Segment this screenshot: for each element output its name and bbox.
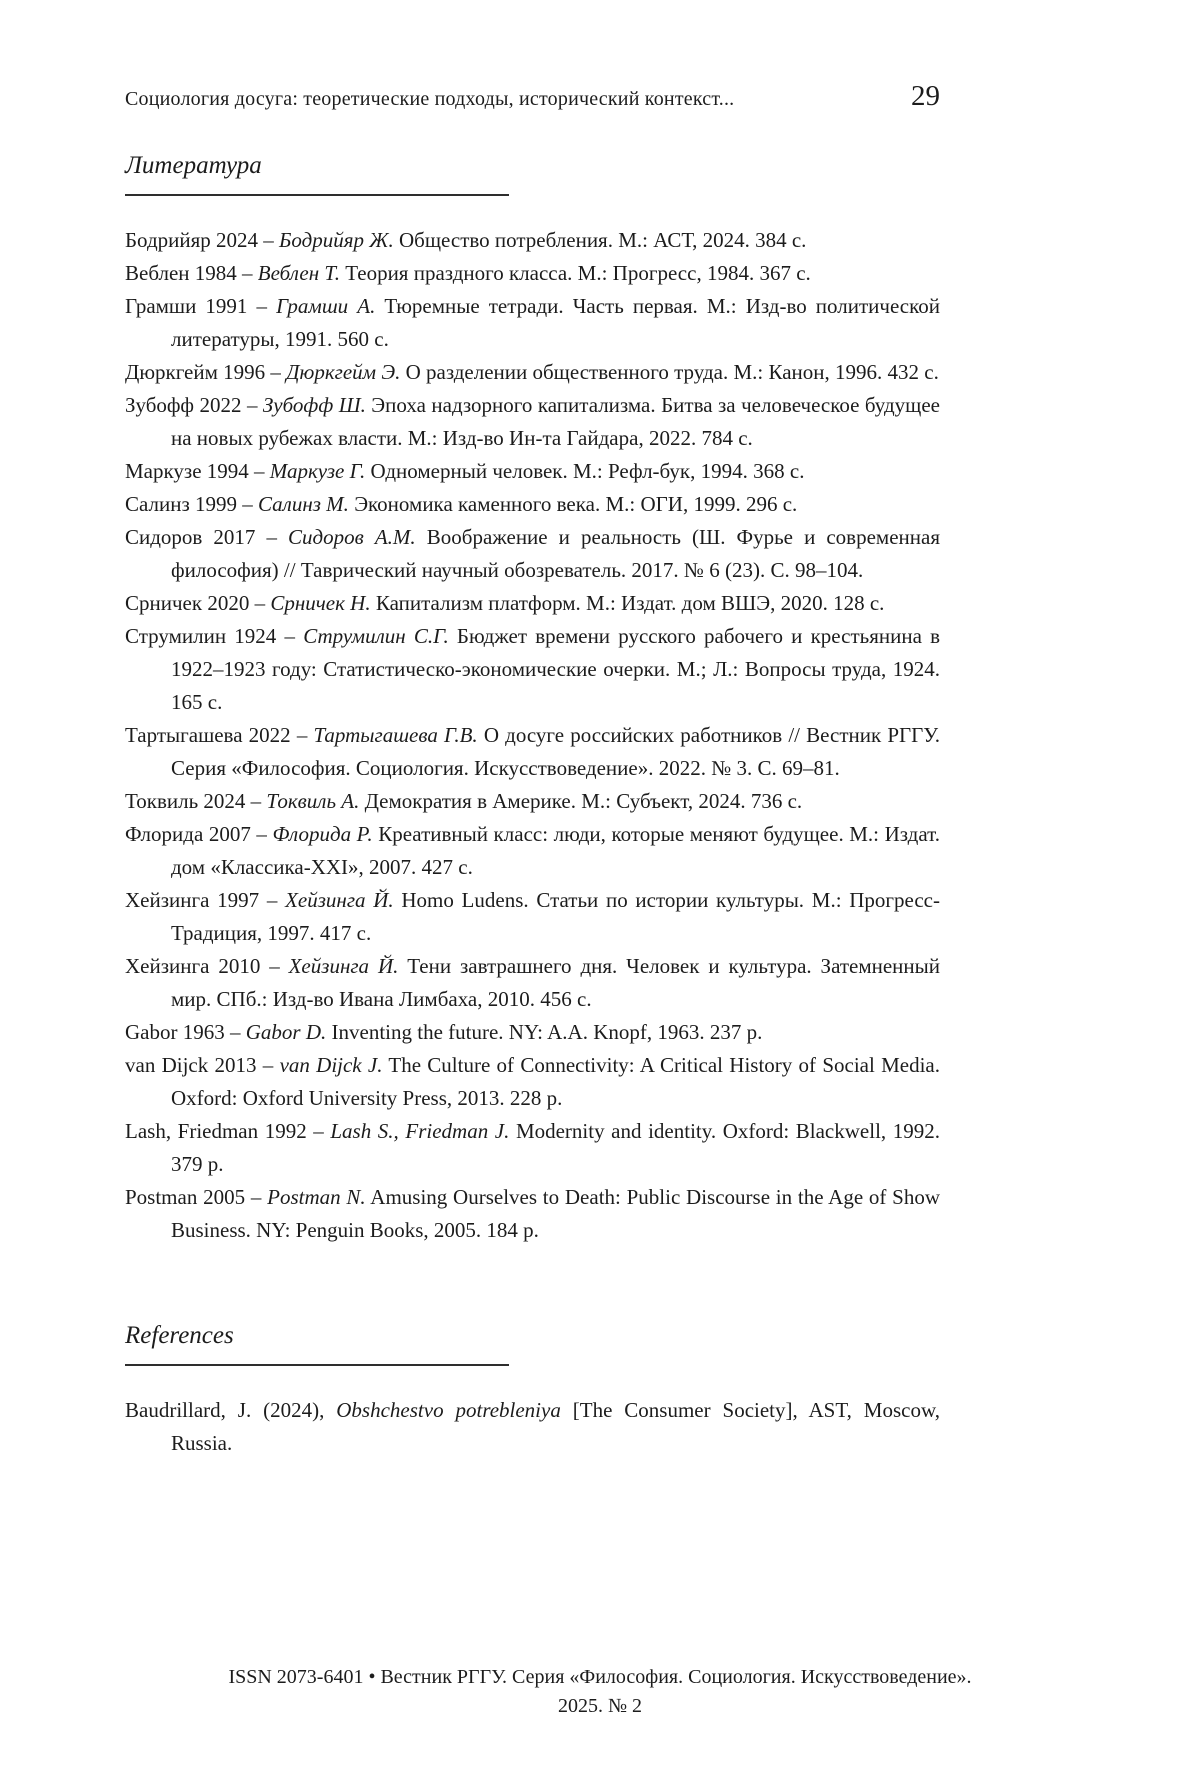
- entry-author-italic: Веблен Т.: [257, 261, 340, 285]
- reference-entry: [125, 1049, 940, 1115]
- entry-text-post: [The Consumer Society], AST, Moscow, Russia.: [171, 1398, 940, 1455]
- entry-text-post: Демократия в Америке. М.: Субъект, 2024. 736 с.: [359, 789, 803, 813]
- entry-text-pre: van Dijck 2013 –: [125, 1053, 280, 1077]
- entry-text-post: Тени завтрашнего дня. Человек и культура. Затемненный мир. СПб.: Изд-во Ивана Лимбаха, 2010. 456 с.: [171, 954, 941, 1011]
- entry-text-pre: Дюркгейм 1996 –: [125, 360, 287, 384]
- entry-author-italic: Хейзинга Й.: [285, 888, 394, 912]
- reference-entry: [125, 257, 940, 290]
- entry-text-post: Общество потребления. М.: АСТ, 2024. 384 с.: [393, 228, 807, 252]
- entry-text-pre: Gabor 1963 –: [125, 1020, 246, 1044]
- footer-issue-line: 2025. № 2: [557, 1695, 643, 1717]
- reference-entry: [125, 1394, 940, 1460]
- entry-author-italic: van Dijck J.: [279, 1053, 383, 1077]
- reference-entry: [125, 521, 940, 587]
- entry-text-post: О досуге российских работников // Вестник РГГУ. Серия «Философия. Социология. Искусствоведение». 2022. № 3. С. 69–81.: [171, 723, 940, 780]
- page-content: [125, 0, 940, 1460]
- entry-text-post: Inventing the future. NY: A.A. Knopf, 1963. 237 p.: [326, 1020, 763, 1044]
- entry-text-pre: Бодрийяр 2024 –: [125, 228, 280, 252]
- reference-entry: [125, 1016, 940, 1049]
- entry-text-post: Modernity and identity. Oxford: Blackwell, 1992. 379 p.: [171, 1119, 940, 1176]
- reference-entry: [125, 290, 940, 356]
- entry-text-pre: Грамши 1991 –: [125, 294, 277, 318]
- reference-entry: [125, 818, 940, 884]
- reference-entry: [125, 1181, 940, 1247]
- entry-author-italic: Gabor D.: [245, 1020, 327, 1044]
- reference-entry: [125, 1115, 940, 1181]
- entry-text-pre: Lash, Friedman 1992 –: [125, 1119, 331, 1143]
- page-number: 29: [911, 80, 940, 112]
- page-footer: [0, 1663, 1200, 1721]
- running-title: Социология досуга: теоретические подходы, исторический контекст...: [125, 88, 735, 110]
- reference-entry: [125, 224, 940, 257]
- reference-entry: [125, 884, 940, 950]
- entry-author-italic: Салинз М.: [258, 492, 349, 516]
- reference-entry: [125, 950, 940, 1016]
- entry-author-italic: Зубофф Ш.: [262, 393, 366, 417]
- entry-text-pre: Хейзинга 1997 –: [125, 888, 286, 912]
- reference-entry: [125, 356, 940, 389]
- reference-entry: [125, 389, 940, 455]
- running-header: [125, 0, 940, 113]
- entry-author-italic: Хейзинга Й.: [288, 954, 399, 978]
- entry-text-post: Капитализм платформ. М.: Издат. дом ВШЭ, 2020. 128 с.: [370, 591, 885, 615]
- reference-entry: [125, 620, 940, 719]
- entry-text-post: Креативный класс: люди, которые меняют будущее. М.: Издат. дом «Классика-XXI», 2007. 427 с.: [171, 822, 940, 879]
- references-heading: References: [125, 1321, 509, 1366]
- entry-author-italic: Postman N.: [267, 1185, 366, 1209]
- entry-text-pre: Токвиль 2024 –: [125, 789, 267, 813]
- entry-author-italic: Токвиль А.: [266, 789, 360, 813]
- literature-list: [125, 224, 940, 1247]
- entry-author-italic: Маркузе Г.: [269, 459, 366, 483]
- entry-text-pre: Тартыгашева 2022 –: [125, 723, 314, 747]
- entry-text-post: Amusing Ourselves to Death: Public Discourse in the Age of Show Business. NY: Penguin Books, 2005. 184 p.: [171, 1185, 941, 1242]
- references-list: [125, 1394, 940, 1460]
- entry-text-pre: Postman 2005 –: [125, 1185, 268, 1209]
- entry-text-post: Воображение и реальность (Ш. Фурье и современная философия) // Таврический научный обозреватель. 2017. № 6 (23). С. 98–104.: [171, 525, 940, 582]
- entry-text-post: Экономика каменного века. М.: ОГИ, 1999. 296 с.: [348, 492, 798, 516]
- entry-text-post: Тюремные тетради. Часть первая. М.: Изд-во политической литературы, 1991. 560 с.: [171, 294, 940, 351]
- entry-text-post: Одномерный человек. М.: Рефл-бук, 1994. 368 с.: [365, 459, 805, 483]
- entry-author-italic: Струмилин С.Г.: [303, 624, 449, 648]
- footer-issn-line: ISSN 2073-6401 • Вестник РГГУ. Серия «Философия. Социология. Искусствоведение».: [228, 1666, 972, 1688]
- entry-text-pre: Маркузе 1994 –: [125, 459, 270, 483]
- entry-author-italic: Тартыгашева Г.В.: [313, 723, 478, 747]
- entry-author-italic: Флорида Р.: [272, 822, 373, 846]
- reference-entry: [125, 719, 940, 785]
- entry-text-post: Теория праздного класса. М.: Прогресс, 1984. 367 с.: [339, 261, 811, 285]
- entry-author-italic: Дюркгейм Э.: [286, 360, 401, 384]
- entry-text-pre: Флорида 2007 –: [125, 822, 273, 846]
- entry-text-pre: Сидоров 2017 –: [125, 525, 289, 549]
- entry-text-pre: Струмилин 1924 –: [125, 624, 304, 648]
- literature-heading: Литература: [125, 151, 509, 196]
- entry-title-italic: Obshchestvo potrebleniya: [336, 1398, 561, 1422]
- entry-text-pre: Веблен 1984 –: [125, 261, 258, 285]
- entry-text-pre: Зубофф 2022 –: [125, 393, 263, 417]
- entry-author-italic: Бодрийяр Ж.: [279, 228, 394, 252]
- entry-text-pre: Хейзинга 2010 –: [125, 954, 289, 978]
- entry-author-italic: Грамши А.: [276, 294, 376, 318]
- entry-text-pre: Baudrillard, J. (2024),: [125, 1398, 337, 1422]
- reference-entry: [125, 785, 940, 818]
- literature-section: [125, 151, 940, 1247]
- entry-text-post: О разделении общественного труда. М.: Канон, 1996. 432 с.: [400, 360, 939, 384]
- reference-entry: [125, 488, 940, 521]
- reference-entry: [125, 455, 940, 488]
- entry-text-pre: Срничек 2020 –: [125, 591, 271, 615]
- entry-text-post: Эпоха надзорного капитализма. Битва за человеческое будущее на новых рубежах власти. М.: Изд-во Ин-та Гайдара, 2022. 784 с.: [171, 393, 940, 450]
- entry-author-italic: Срничек Н.: [270, 591, 371, 615]
- reference-entry: [125, 587, 940, 620]
- entry-text-post: The Culture of Connectivity: A Critical History of Social Media. Oxford: Oxford University Press, 2013. 228 p.: [171, 1053, 940, 1110]
- references-section: [125, 1321, 940, 1460]
- entry-text-post: Homo Ludens. Статьи по истории культуры. М.: Прогресс-Традиция, 1997. 417 с.: [171, 888, 940, 945]
- entry-author-italic: Сидоров А.М.: [288, 525, 416, 549]
- entry-text-post: Бюджет времени русского рабочего и крестьянина в 1922–1923 году: Статистическо-экономические очерки. М.; Л.: Вопросы труда, 1924. 165 с.: [171, 624, 941, 714]
- entry-text-pre: Салинз 1999 –: [125, 492, 259, 516]
- entry-author-italic: Lash S., Friedman J.: [330, 1119, 510, 1143]
